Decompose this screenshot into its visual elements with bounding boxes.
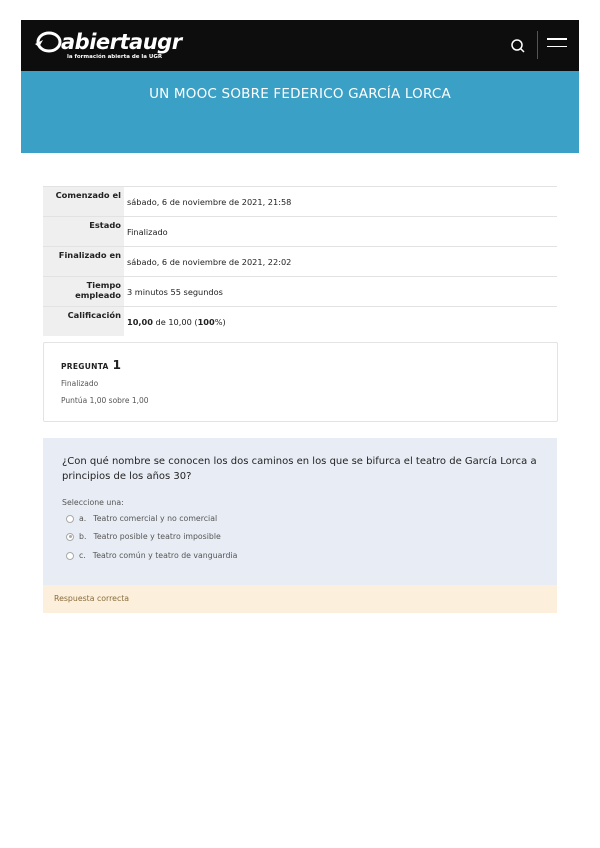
answer-text: Teatro posible y teatro imposible — [93, 532, 221, 541]
course-banner — [21, 71, 579, 153]
summary-value: sábado, 6 de noviembre de 2021, 21:58 — [124, 187, 557, 217]
grade-end: %) — [214, 317, 226, 327]
question-number: 1 — [112, 358, 122, 372]
question-label — [61, 358, 121, 372]
summary-row-grade — [43, 307, 557, 337]
radio-button[interactable] — [66, 515, 74, 523]
site-header — [21, 20, 579, 71]
radio-button-selected[interactable] — [66, 533, 74, 541]
hamburger-menu-icon[interactable] — [547, 38, 567, 52]
grade-percent: 100 — [197, 317, 215, 327]
radio-button[interactable] — [66, 552, 74, 560]
abiertaugr-logo[interactable] — [33, 28, 193, 66]
answer-text: Teatro común y teatro de vanguardia — [92, 551, 238, 560]
attempt-summary-table — [43, 186, 557, 336]
answer-letter: a. — [79, 514, 87, 523]
summary-row-finished — [43, 247, 557, 277]
answer-letter: c. — [79, 551, 86, 560]
summary-value: 3 minutos 55 segundos — [124, 277, 557, 307]
question-state: Finalizado — [61, 379, 99, 388]
logo-text: abiertaugr — [61, 30, 182, 54]
grade-mid: de 10,00 ( — [152, 317, 198, 327]
question-grade: Puntúa 1,00 sobre 1,00 — [61, 396, 149, 405]
question-info-box — [43, 342, 558, 422]
summary-value — [124, 307, 557, 337]
feedback-text: Respuesta correcta — [54, 594, 130, 603]
answer-prompt: Seleccione una: — [62, 498, 124, 507]
feedback-box — [43, 585, 557, 613]
question-label-text: PREGUNTA — [61, 362, 109, 371]
logo-subtitle: la formación abierta de la UGR — [67, 54, 163, 60]
summary-label: Tiempo empleado — [43, 277, 124, 307]
logo-mark-icon — [33, 31, 63, 53]
summary-value: Finalizado — [124, 217, 557, 247]
summary-row-started — [43, 187, 557, 217]
answer-option-c[interactable] — [66, 551, 237, 560]
question-text: ¿Con qué nombre se conocen los dos caminos en los que se bifurca el teatro de García Lorca a principios de los años 30? — [62, 456, 537, 482]
header-divider — [537, 31, 538, 59]
question-content — [43, 438, 557, 585]
summary-row-state — [43, 217, 557, 247]
summary-value: sábado, 6 de noviembre de 2021, 22:02 — [124, 247, 557, 277]
answer-letter: b. — [79, 532, 87, 541]
answer-option-b[interactable] — [66, 532, 221, 541]
grade-value: 10,00 — [127, 317, 153, 327]
course-title: UN MOOC SOBRE FEDERICO GARCÍA LORCA — [149, 86, 451, 102]
summary-label: Estado — [43, 217, 124, 247]
search-icon[interactable] — [509, 37, 527, 55]
summary-label: Comenzado el — [43, 187, 124, 217]
answer-option-a[interactable] — [66, 514, 217, 523]
answer-text: Teatro comercial y no comercial — [93, 514, 218, 523]
summary-label: Calificación — [43, 307, 124, 337]
summary-label: Finalizado en — [43, 247, 124, 277]
summary-row-time-taken — [43, 277, 557, 307]
